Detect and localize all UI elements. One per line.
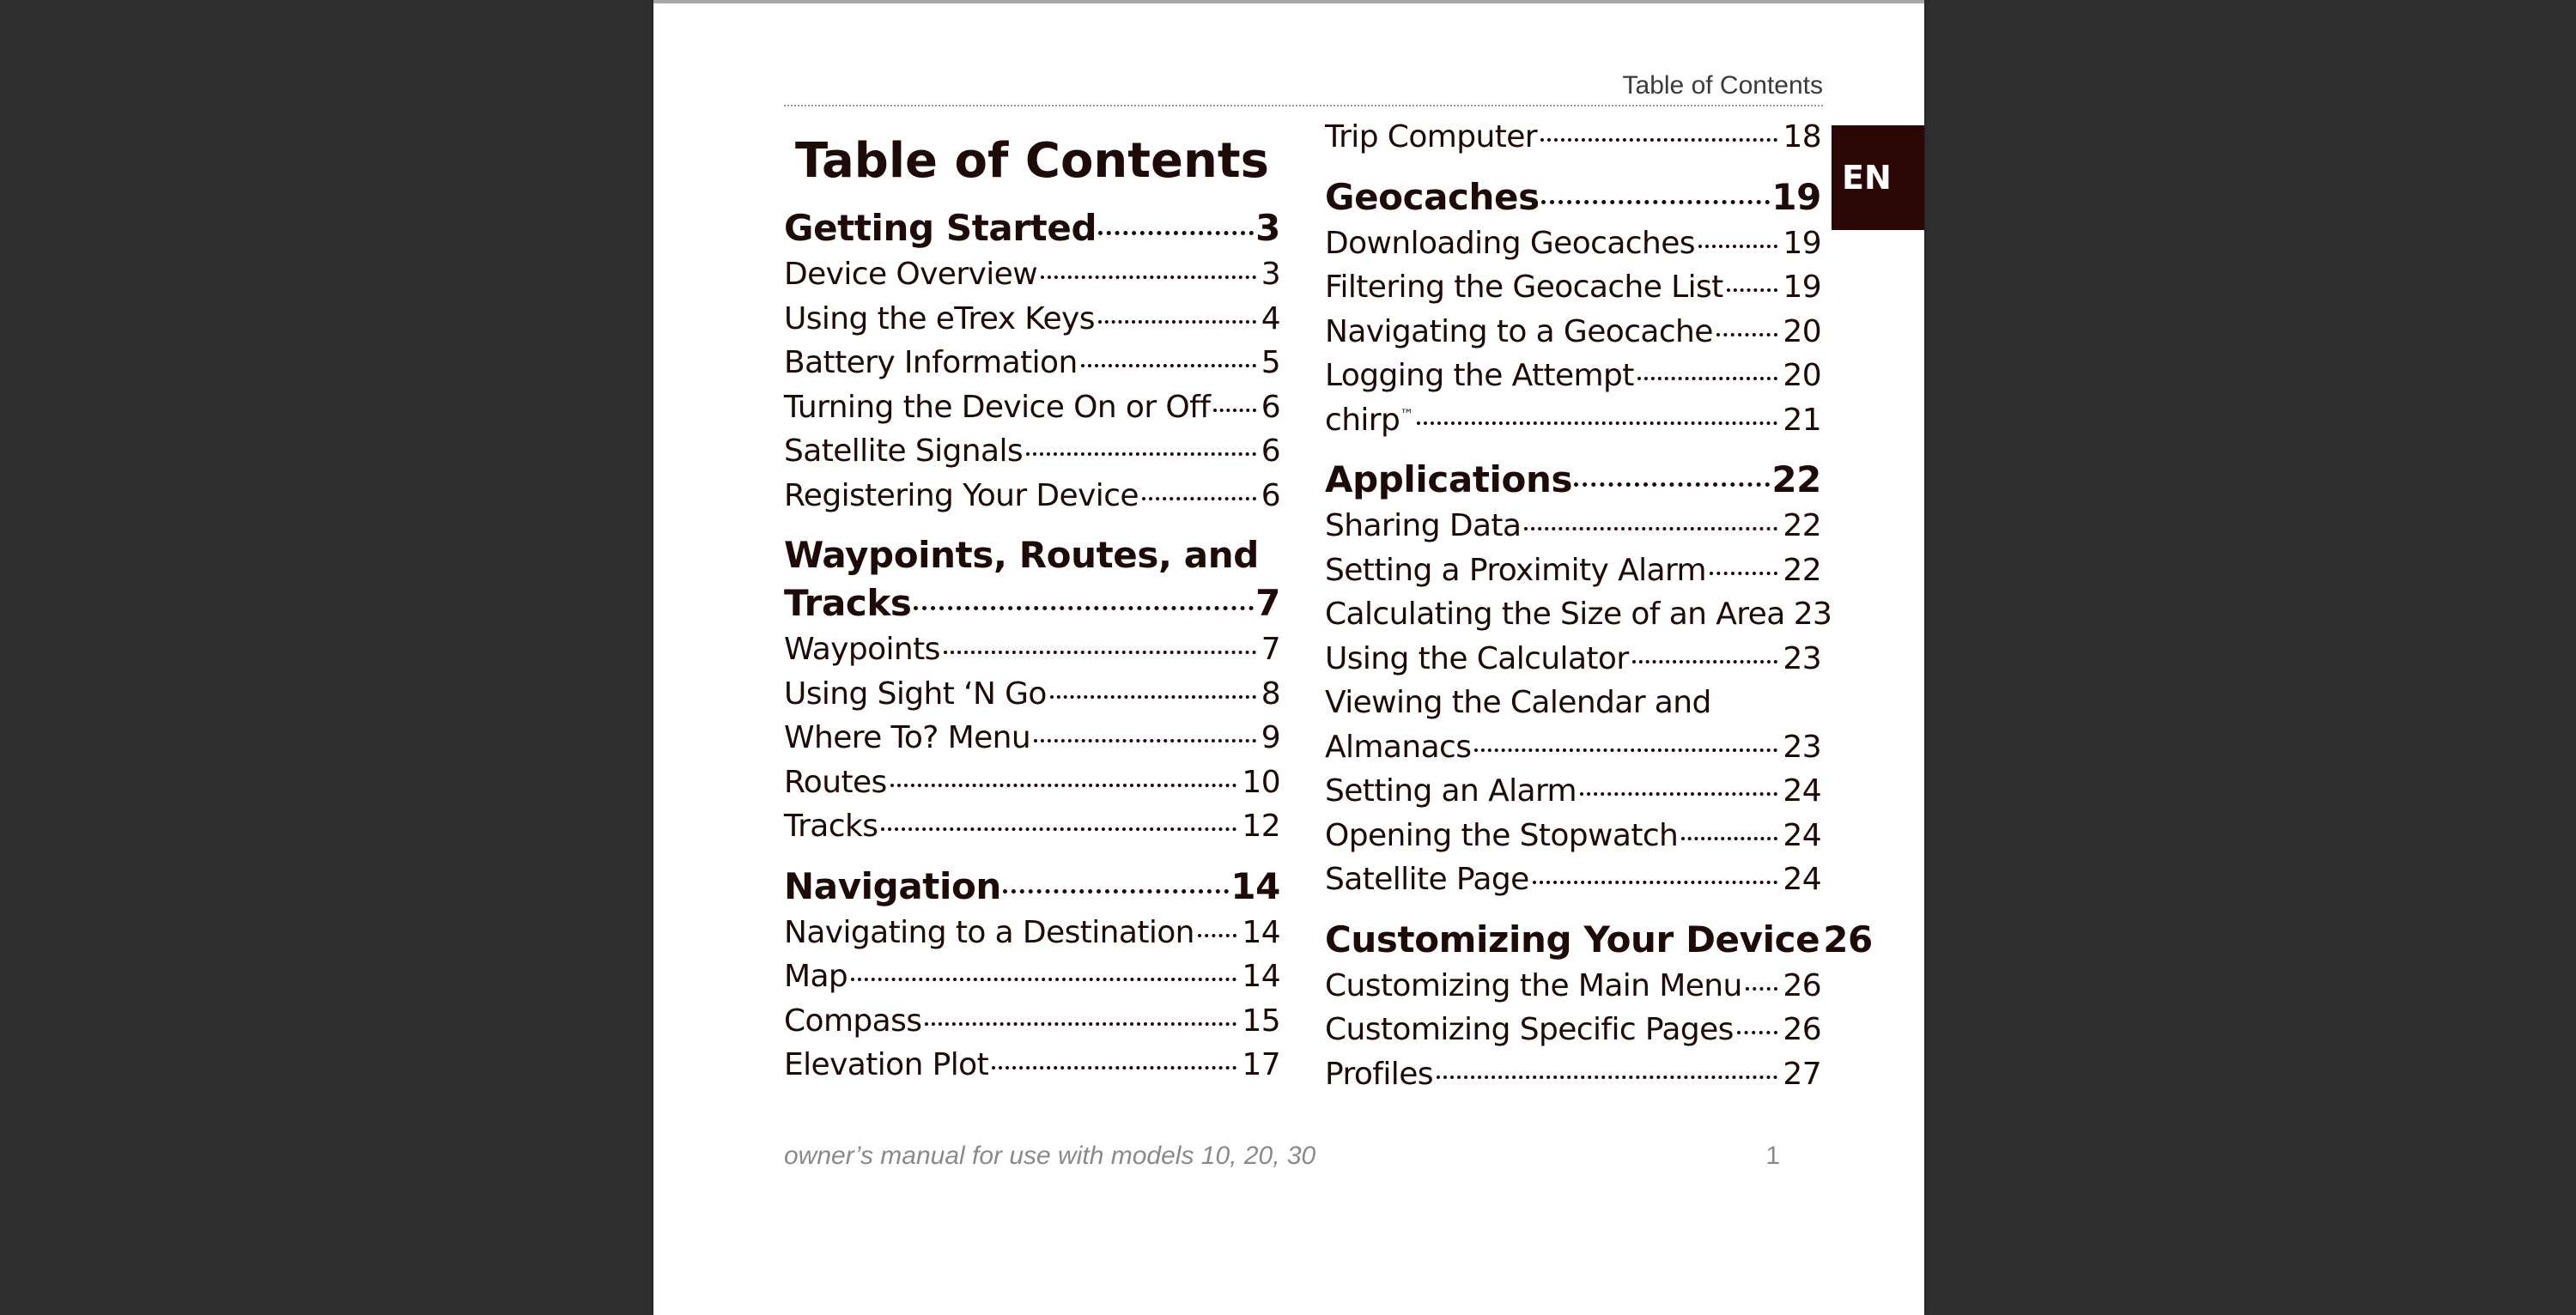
toc-page-number: 22	[1771, 458, 1821, 500]
dot-leader	[1041, 276, 1256, 279]
toc-page-number: 19	[1783, 270, 1821, 305]
toc-page-number: 24	[1783, 773, 1821, 809]
toc-entry-label: Customizing the Main Menu	[1325, 967, 1742, 1003]
dot-leader	[1580, 792, 1777, 796]
toc-page-number: 26	[1783, 1012, 1821, 1047]
toc-entry-label: Getting Started	[784, 207, 1097, 249]
toc-page-number: 24	[1783, 817, 1821, 853]
toc-entry-label: Trip Computer	[1325, 119, 1537, 155]
toc-entry-label: Sharing Data	[1325, 508, 1522, 543]
toc-entry[interactable]	[784, 804, 1280, 849]
dot-leader	[1198, 934, 1236, 937]
toc-entry-label: Where To? Menu	[784, 720, 1031, 755]
toc-page-number: 9	[1261, 720, 1280, 755]
toc-section-heading[interactable]	[1325, 456, 1821, 504]
toc-page-number: 23	[1793, 597, 1832, 632]
toc-entry[interactable]	[1325, 115, 1821, 160]
toc-section-heading[interactable]	[1325, 916, 1873, 964]
toc-entry[interactable]	[1325, 964, 1821, 1009]
toc-entry-label: Setting a Proximity Alarm	[1325, 552, 1707, 588]
toc-entry-label: Logging the Attempt	[1325, 358, 1634, 393]
toc-entry-label: Device Overview	[784, 257, 1038, 292]
toc-section-heading-line: Waypoints, Routes, and	[784, 534, 1259, 576]
toc-page-number: 7	[1255, 582, 1280, 624]
toc-page-number: 21	[1783, 402, 1821, 438]
toc-entry[interactable]	[784, 954, 1280, 999]
dot-leader	[1026, 452, 1256, 456]
toc-entry-label: Applications	[1325, 458, 1573, 500]
toc-entry-label: Using Sight ‘N Go	[784, 676, 1047, 712]
toc-section-heading[interactable]	[1325, 173, 1821, 221]
dot-leader	[1003, 889, 1229, 894]
toc-title: Table of Contents	[794, 133, 1269, 189]
toc-entry[interactable]	[784, 341, 1280, 385]
toc-entry[interactable]	[1325, 769, 1821, 814]
toc-page-number: 7	[1261, 632, 1280, 667]
toc-page-number: 5	[1261, 345, 1280, 380]
dot-leader	[1737, 1031, 1778, 1034]
dot-leader	[1574, 482, 1770, 487]
toc-page-number: 6	[1261, 433, 1280, 469]
footer-text: owner’s manual for use with models 10, 20, 30	[784, 1142, 1316, 1170]
document-page	[653, 0, 1924, 1315]
toc-page-number: 14	[1230, 864, 1280, 907]
toc-section-heading[interactable]	[784, 863, 1280, 911]
toc-entry-label: Tracks	[784, 582, 912, 624]
dot-leader	[992, 1066, 1236, 1070]
toc-entry[interactable]	[784, 911, 1280, 955]
toc-page-number: 14	[1242, 959, 1280, 994]
toc-section-heading[interactable]	[784, 204, 1280, 252]
toc-entry-label: Almanacs	[1325, 729, 1472, 765]
toc-page-number: 19	[1783, 225, 1821, 261]
toc-page-number: 26	[1783, 967, 1821, 1003]
dot-leader	[1710, 572, 1777, 575]
toc-page-number: 3	[1255, 207, 1280, 249]
dot-leader	[1746, 987, 1778, 991]
page-footer	[784, 1142, 1823, 1171]
toc-entry-label: Waypoints	[784, 632, 940, 667]
dot-leader	[1034, 739, 1256, 742]
toc-entry-label: Map	[784, 959, 848, 994]
toc-page-number: 27	[1783, 1056, 1821, 1092]
dot-leader	[1541, 200, 1771, 204]
toc-entry[interactable]	[784, 252, 1280, 297]
toc-section-heading[interactable]	[784, 579, 1280, 627]
toc-entry-label: Calculating the Size of an Area	[1325, 597, 1785, 632]
toc-entry[interactable]	[784, 627, 1280, 672]
dot-leader	[881, 827, 1236, 831]
toc-left-column	[784, 115, 1280, 1088]
dot-leader	[1081, 364, 1256, 367]
dot-leader	[1533, 881, 1778, 884]
toc-entry[interactable]	[1325, 857, 1821, 902]
toc-page-number: 23	[1783, 640, 1821, 676]
dot-leader	[1050, 695, 1256, 699]
toc-entry[interactable]	[784, 429, 1280, 474]
dot-leader	[1727, 288, 1778, 292]
toc-entry-label: Opening the Stopwatch	[1325, 817, 1679, 853]
dot-leader	[1716, 333, 1778, 336]
toc-entry-label: Downloading Geocaches	[1325, 225, 1695, 261]
toc-entry[interactable]	[1325, 814, 1821, 858]
toc-entry[interactable]	[1325, 221, 1821, 266]
toc-entry-label: Elevation Plot	[784, 1047, 989, 1082]
toc-page-number: 23	[1783, 729, 1821, 765]
toc-entry[interactable]	[1325, 265, 1821, 310]
dot-leader	[1437, 1076, 1777, 1079]
toc-entry[interactable]	[784, 761, 1280, 805]
dot-leader	[851, 978, 1236, 981]
toc-entry-label: Using the Calculator	[1325, 640, 1629, 676]
dot-leader	[890, 784, 1237, 787]
trademark-symbol: ™	[1400, 405, 1413, 422]
toc-entry-label: Geocaches	[1325, 175, 1540, 218]
toc-page-number: 3	[1261, 257, 1280, 292]
dot-leader	[1698, 245, 1777, 248]
toc-page-number: 8	[1261, 676, 1280, 712]
toc-entry[interactable]	[784, 716, 1280, 761]
page-number: 1	[1765, 1142, 1780, 1170]
toc-entry-label: chirp™	[1325, 402, 1413, 438]
toc-page-number: 10	[1242, 764, 1280, 800]
dot-leader	[1637, 377, 1778, 380]
toc-entry-label: Satellite Page	[1325, 862, 1529, 897]
toc-entry[interactable]	[1325, 310, 1821, 355]
toc-entry[interactable]	[1325, 1008, 1821, 1052]
toc-entry[interactable]	[784, 474, 1280, 518]
toc-page-number: 22	[1783, 508, 1821, 543]
toc-entry[interactable]	[1325, 1052, 1821, 1097]
toc-entry[interactable]	[784, 1043, 1280, 1088]
toc-entry-label: Filtering the Geocache List	[1325, 270, 1723, 305]
toc-entry-label: Profiles	[1325, 1056, 1433, 1092]
dot-leader	[1681, 837, 1777, 840]
dot-leader	[1632, 660, 1778, 664]
toc-page-number: 14	[1242, 914, 1280, 950]
dot-leader	[1213, 409, 1255, 412]
dot-leader	[1142, 497, 1256, 500]
dot-leader	[925, 1022, 1236, 1026]
toc-page-number: 6	[1261, 389, 1280, 425]
dot-leader	[914, 606, 1255, 610]
toc-entry[interactable]	[1325, 548, 1821, 593]
toc-list-right	[1325, 115, 1873, 1096]
toc-page-number: 15	[1242, 1003, 1280, 1039]
dot-leader	[1540, 138, 1777, 142]
toc-entry[interactable]	[784, 672, 1280, 717]
dot-leader	[944, 651, 1256, 654]
dot-leader	[1098, 320, 1256, 324]
toc-entry[interactable]	[1325, 504, 1821, 548]
toc-page-number: 6	[1261, 477, 1280, 513]
toc-entry-label: Navigating to a Geocache	[1325, 313, 1713, 349]
toc-entry[interactable]	[1325, 637, 1821, 682]
toc-entry[interactable]	[1325, 398, 1821, 443]
toc-entry[interactable]	[784, 999, 1280, 1044]
toc-list-left	[784, 204, 1280, 1088]
toc-entry-line: Viewing the Calendar and	[1325, 685, 1711, 720]
toc-entry[interactable]	[1325, 725, 1821, 770]
toc-page-number: 22	[1783, 552, 1821, 588]
toc-entry[interactable]	[1325, 592, 1832, 637]
running-header: Table of Contents	[784, 69, 1823, 106]
toc-entry[interactable]	[784, 385, 1280, 430]
toc-entry-label: Navigating to a Destination	[784, 914, 1194, 950]
dot-leader	[1474, 748, 1777, 752]
toc-entry[interactable]	[784, 297, 1280, 342]
toc-entry-label: Compass	[784, 1003, 922, 1039]
toc-entry-label: Turning the Device On or Off	[784, 389, 1211, 425]
language-tab: EN	[1832, 125, 1924, 230]
toc-entry-label: Using the eTrex Keys	[784, 300, 1095, 336]
toc-entry-label: Routes	[784, 764, 887, 800]
toc-page-number: 20	[1783, 358, 1821, 393]
toc-entry-label: Navigation	[784, 864, 1001, 907]
toc-entry-label: Customizing Your Device	[1325, 918, 1820, 960]
toc-page-number: 17	[1242, 1047, 1280, 1082]
toc-entry-label: Tracks	[784, 809, 878, 844]
toc-page-number: 18	[1783, 119, 1821, 155]
toc-page-number: 4	[1261, 300, 1280, 336]
toc-entry[interactable]	[1325, 354, 1821, 398]
dot-leader	[1098, 231, 1254, 235]
toc-entry-label: Satellite Signals	[784, 433, 1024, 469]
toc-page-number: 24	[1783, 862, 1821, 897]
toc-entry-label: Battery Information	[784, 345, 1078, 380]
toc-entry-label: Setting an Alarm	[1325, 773, 1577, 809]
toc-right-column	[1325, 115, 1873, 1096]
toc-page-number: 26	[1823, 918, 1873, 960]
toc-page-number: 19	[1771, 175, 1821, 218]
dot-leader	[1417, 421, 1778, 425]
dot-leader	[1524, 527, 1777, 530]
toc-entry-label: Customizing Specific Pages	[1325, 1012, 1734, 1047]
toc-page-number: 20	[1783, 313, 1821, 349]
toc-entry-label: Registering Your Device	[784, 477, 1139, 513]
toc-page-number: 12	[1242, 809, 1280, 844]
